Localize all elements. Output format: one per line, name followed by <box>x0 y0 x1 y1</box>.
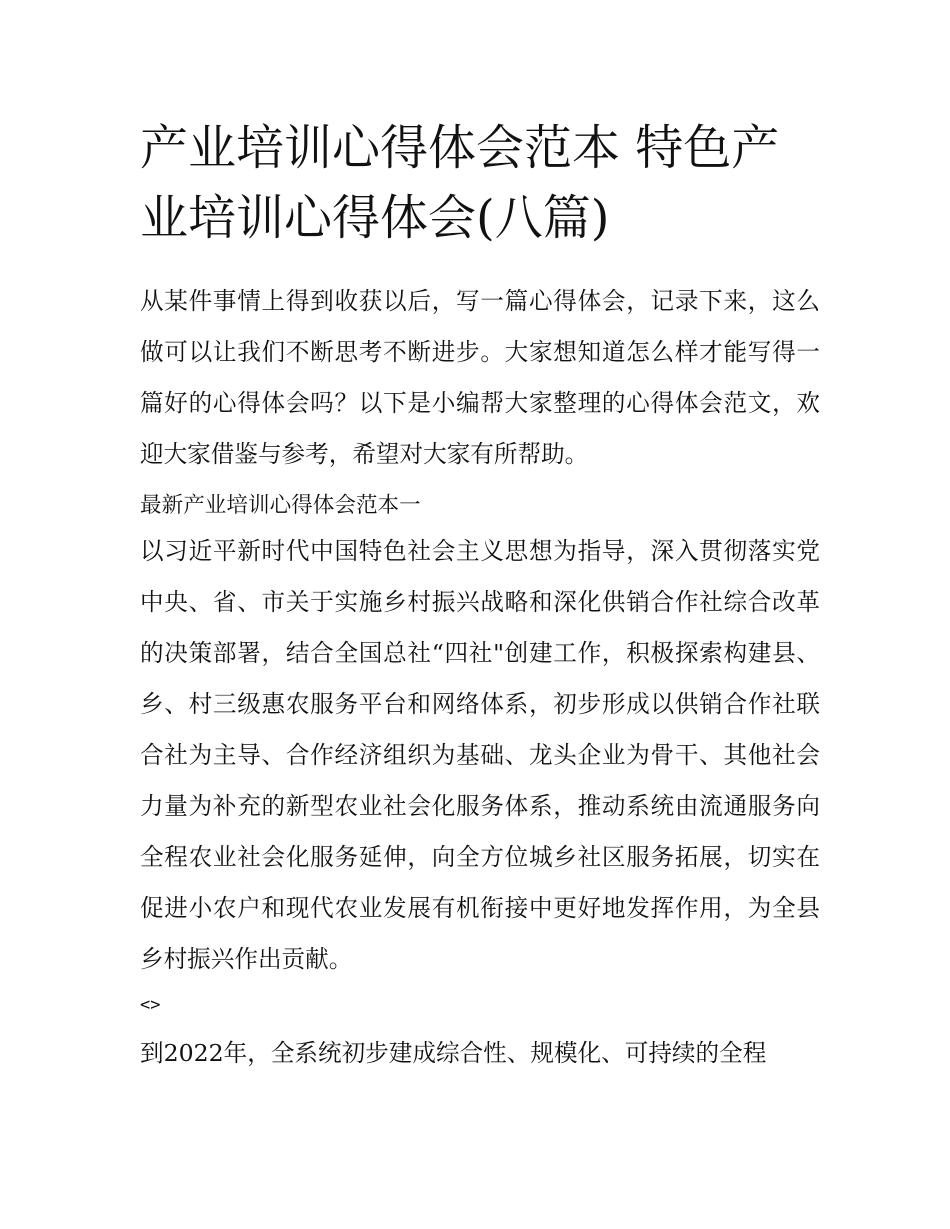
body-paragraph-2: 到2022年，全系统初步建成综合性、规模化、可持续的全程 <box>140 1039 767 1067</box>
document-title: 产业培训心得体会范本 特色产业培训心得体会(八篇) <box>140 120 780 246</box>
section-heading: 最新产业培训心得体会范本一 <box>140 493 421 518</box>
intro-paragraph: 从某件事情上得到收获以后，写一篇心得体会，记录下来，这么做可以让我们不断思考不断进步。大家想知道怎么样才能写得一篇好的心得体会吗？以下是小编帮大家整理的心得体会范文，欢迎大家借鉴与参考，希望对大家有所帮助。 <box>140 287 820 468</box>
body-paragraph-1: 以习近平新时代中国特色社会主义思想为指导，深入贯彻落实党中央、省、市关于实施乡村振兴战略和深化供销合作社综合改革的决策部署，结合全国总社“四社"创建工作，积极探索构建县、乡、村三级惠农服务平台和网络体系，初步形成以供销合作社联合社为主导、合作经济组织为基础、龙头企业为骨干、其他社会力量为补充的新型农业社会化服务体系，推动系统由流通服务向全程农业社会化服务延伸，向全方位城乡社区服务拓展，切实在促进小农户和现代农业发展有机衔接中更好地发挥作用，为全县乡村振兴作出贡献。 <box>140 537 820 973</box>
angle-bracket-marker: <> <box>140 995 161 1015</box>
